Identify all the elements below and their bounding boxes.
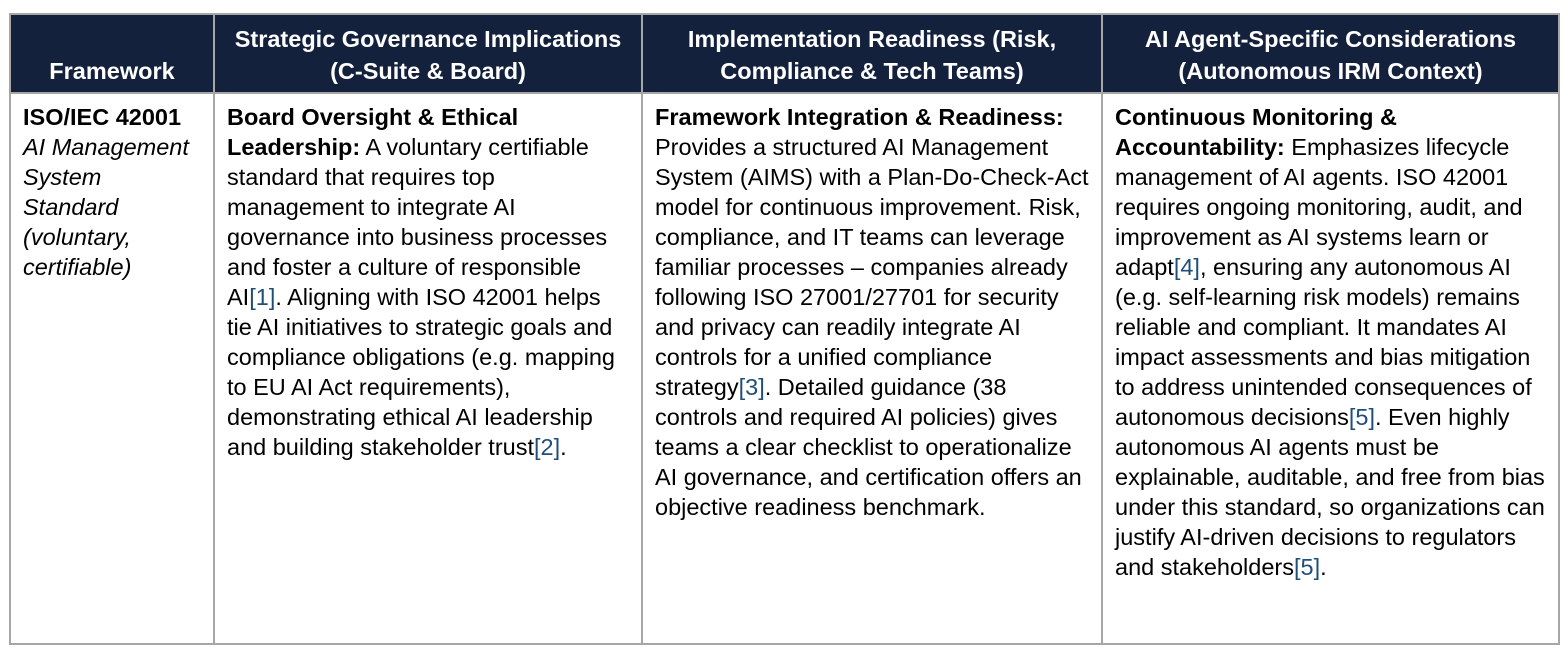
strategic-text-2: . Aligning with ISO 42001 helps tie AI initiatives to strategic goals and compliance obligations (e.g. mapping to EU AI Act requirements), demonstrating ethical AI leadership and building stakeholder trust xyxy=(227,284,615,460)
header-framework: Framework xyxy=(10,14,214,93)
framework-name: ISO/IEC 42001 xyxy=(23,104,182,130)
strategic-text-1: A voluntary certifiable standard that requires top management to integrate AI governance into business processes and foster a culture of responsible AI xyxy=(227,134,608,310)
implementation-text-2: . Detailed guidance (38 controls and required AI policies) gives teams a clear checklist to operationalize AI governance, and certification offers an objective readiness benchmark. xyxy=(655,374,1082,520)
agent-text-1: Emphasizes lifecycle management of AI agents. ISO 42001 requires ongoing monitoring, audit, and improvement as AI systems learn or adapt xyxy=(1115,134,1523,280)
strategic-governance-cell xyxy=(214,93,642,644)
table-body xyxy=(10,93,1559,644)
header-row xyxy=(10,14,1559,93)
agent-lead: Continuous Monitoring & Accountability: xyxy=(1115,104,1397,160)
ai-agent-considerations-cell xyxy=(1102,93,1559,644)
implementation-text-1: Provides a structured AI Management System (AIMS) with a Plan-Do-Check-Act model for continuous improvement. Risk, compliance, and IT teams can leverage familiar processes – companies already following ISO 27001/27701 for security and privacy can readily integrate AI controls for a unified compliance strategy xyxy=(655,134,1089,400)
header-implementation-readiness: Implementation Readiness (Risk, Compliance & Tech Teams) xyxy=(642,14,1102,93)
citation-link[interactable]: [5] xyxy=(1348,404,1375,430)
strategic-lead: Board Oversight & Ethical Leadership: xyxy=(227,104,519,160)
header-ai-agent-considerations: AI Agent-Specific Considerations (Autonomous IRM Context) xyxy=(1102,14,1559,93)
agent-text-3: . Even highly autonomous AI agents must be explainable, auditable, and free from bias under this standard, so organizations can justify AI-driven decisions to regulators and stakeholders xyxy=(1115,404,1545,580)
table-row xyxy=(10,93,1559,644)
agent-text-4: . xyxy=(1320,554,1327,580)
agent-text-2: , ensuring any autonomous AI (e.g. self-learning risk models) remains reliable and compliant. It mandates AI impact assessments and bias mitigation to address unintended consequences of autonomous decisions xyxy=(1115,254,1532,430)
framework-comparison-table xyxy=(9,13,1560,645)
implementation-readiness-cell xyxy=(642,93,1102,644)
header-strategic-governance: Strategic Governance Implications (C-Suite & Board) xyxy=(214,14,642,93)
implementation-lead: Framework Integration & Readiness: xyxy=(655,104,1064,130)
framework-description: AI Management System Standard (voluntary, certifiable) xyxy=(23,134,189,280)
citation-link[interactable]: [2] xyxy=(534,434,561,460)
framework-cell xyxy=(10,93,214,644)
citation-link[interactable]: [3] xyxy=(738,374,765,400)
citation-link[interactable]: [5] xyxy=(1293,554,1321,580)
citation-link[interactable]: [1] xyxy=(249,284,276,310)
citation-link[interactable]: [4] xyxy=(1173,254,1200,280)
table-header xyxy=(10,14,1559,93)
strategic-text-3: . xyxy=(560,434,567,460)
